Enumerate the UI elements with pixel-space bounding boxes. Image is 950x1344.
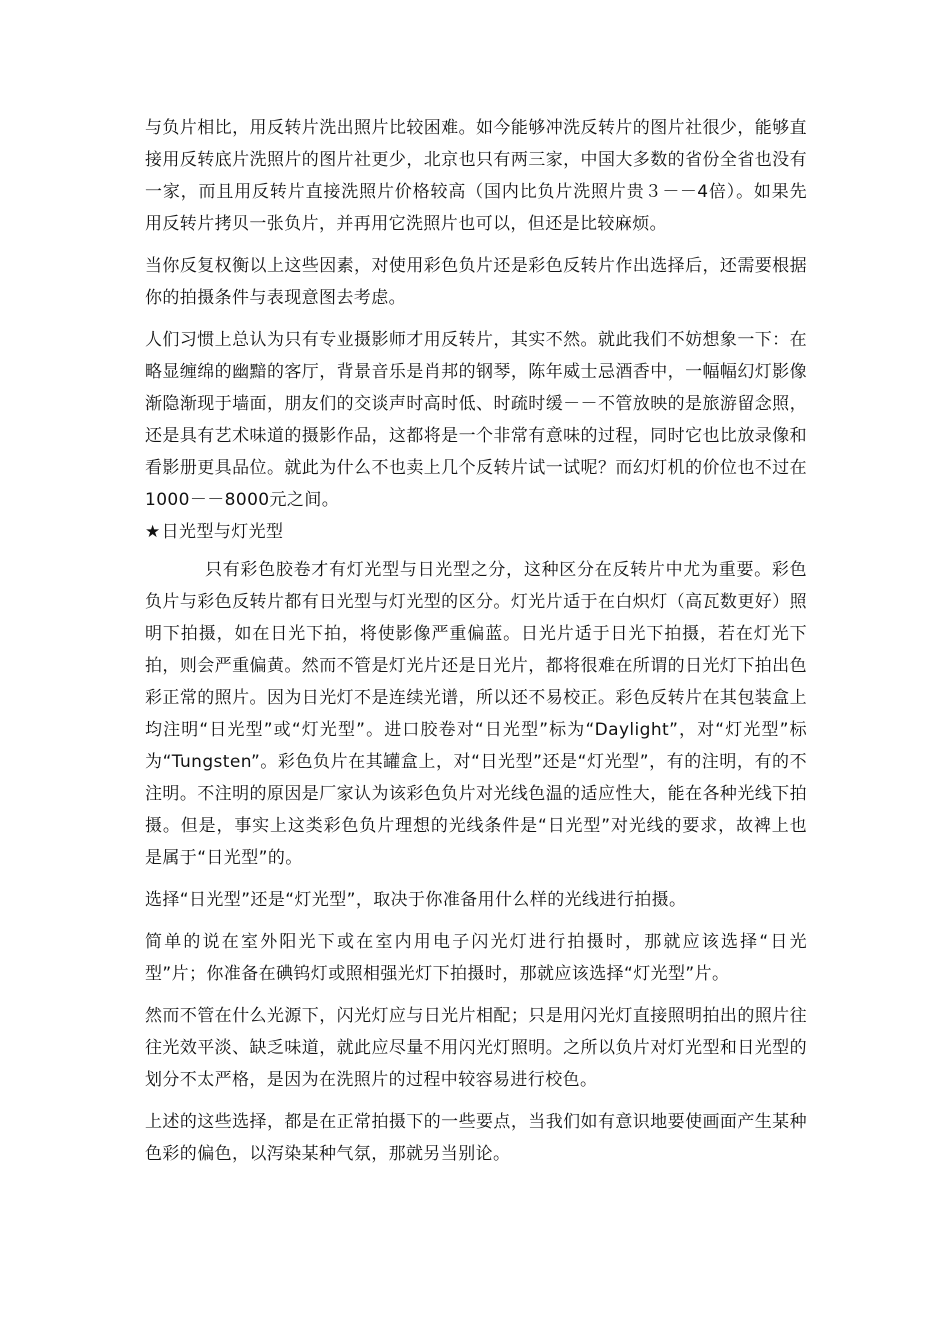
paragraph-negative-vs-reversal: 与负片相比，用反转片洗出照片比较困难。如今能够冲洗反转片的图片社很少，能够直接用反转底片洗照片的图片社更少，北京也只有两三家，中国大多数的省份全省也没有一家，而且用反转片直接洗照片价格较高（国内比负片洗照片贵３－－4倍）。如果先用反转片拷贝一张负片，并再用它洗照片也可以，但还是比较麻烦。 [145,118,807,234]
paragraph-simple-rule: 简单的说在室外阳光下或在室内用电子闪光灯进行拍摄时，那就应该选择“日光型”片；你准备在碘钨灯或照相强光灯下拍摄时，那就应该选择“灯光型”片。 [145,932,807,984]
paragraph-color-cast: 上述的这些选择，都是在正常拍摄下的一些要点，当我们如有意识地要使画面产生某种色彩的偏色，以泻染某种气氛，那就另当别论。 [145,1112,807,1164]
paragraph-flash: 然而不管在什么光源下，闪光灯应与日光片相配；只是用闪光灯直接照明拍出的照片往往光效平淡、缺乏味道，就此应尽量不用闪光灯照明。之所以负片对灯光型和日光型的划分不太严格，是因为在洗照片的过程中较容易进行校色。 [145,1006,807,1090]
paragraph-slide-show: 人们习惯上总认为只有专业摄影师才用反转片，其实不然。就此我们不妨想象一下：在略显缠绵的幽黯的客厅，背景音乐是肖邦的钢琴，陈年威士忌酒香中，一幅幅幻灯影像渐隐渐现于墙面，朋友们的交谈声时高时低、时疏时缓－－不管放映的是旅游留念照，还是具有艺术味道的摄影作品，这都将是一个非常有意味的过程，同时它也比放录像和看影册更具品位。就此为什么不也卖上几个反转片试一试呢？而幻灯机的价位也不过在1000－－8000元之间。 [145,330,807,510]
section-heading-text: 日光型与灯光型 [161,522,284,542]
star-icon: ★ [145,522,161,542]
paragraph-choice-consideration: 当你反复权衡以上这些因素，对使用彩色负片还是彩色反转片作出选择后，还需要根据你的拍摄条件与表现意图去考虑。 [145,256,807,308]
section-heading [145,516,807,548]
document-body [145,112,807,1170]
paragraph-selection: 选择“日光型”还是“灯光型”，取决于你准备用什么样的光线进行拍摄。 [145,890,687,910]
paragraph-daylight-tungsten: 只有彩色胶卷才有灯光型与日光型之分，这种区分在反转片中尤为重要。彩色负片与彩色反转片都有日光型与灯光型的区分。灯光片适于在白炽灯（高瓦数更好）照明下拍摄，如在日光下拍，将使影像严重偏蓝。日光片适于日光下拍摄，若在灯光下拍，则会严重偏黄。然而不管是灯光片还是日光片，都将很难在所谓的日光灯下拍出色彩正常的照片。因为日光灯不是连续光谱，所以还不易校正。彩色反转片在其包装盒上均注明“日光型”或“灯光型”。进口胶卷对“日光型”标为“Daylight”，对“灯光型”标为“Tungsten”。彩色负片在其罐盒上，对“日光型”还是“灯光型”，有的注明，有的不注明。不注明的原因是厂家认为该彩色负片对光线色温的适应性大，能在各种光线下拍摄。但是，事实上这类彩色负片理想的光线条件是“日光型”对光线的要求，故裨上也是属于“日光型”的。 [145,560,807,868]
